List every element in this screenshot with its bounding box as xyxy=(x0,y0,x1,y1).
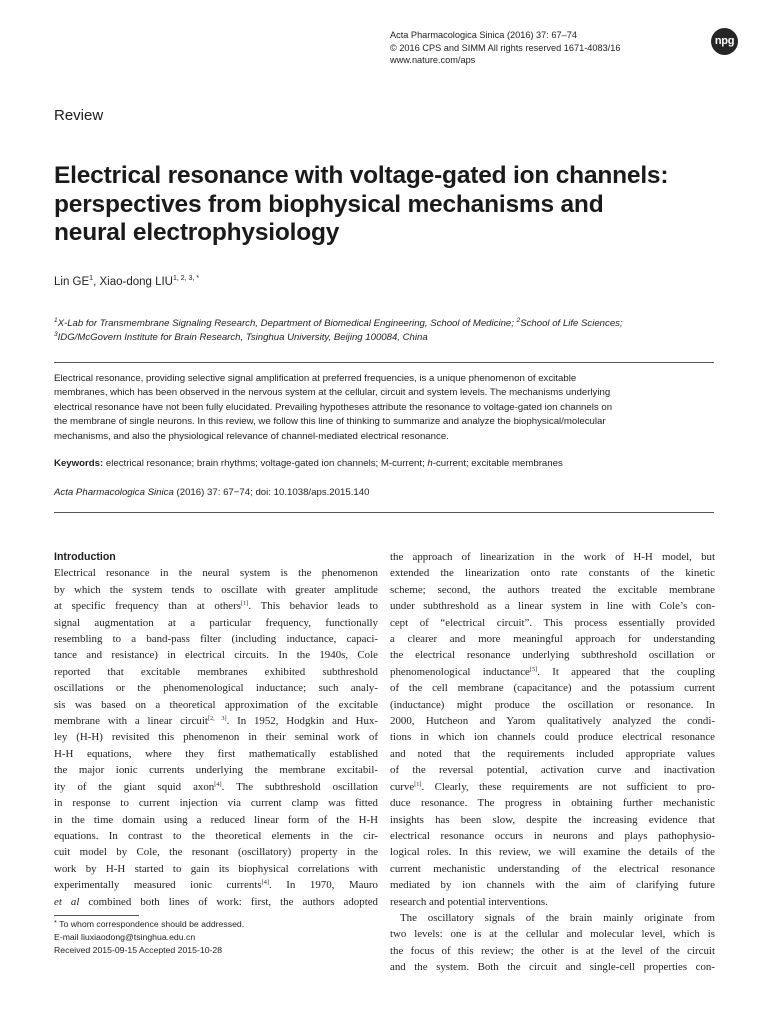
body-text: ity of the giant squid axon xyxy=(54,780,215,793)
body-line xyxy=(54,894,378,910)
body-line: the focus of this review; the other is at the level of the circuit xyxy=(390,944,715,957)
abstract-line: the membrane of single neurons. In this review, we follow this line of thinking to summarize and analyze the biophysical/molecular xyxy=(54,416,606,428)
body-line: equations. In contrast to the theoretical elements in the cir- xyxy=(54,829,378,842)
body-line: insights has been slow, despite the increasing evidence that xyxy=(390,813,715,826)
divider xyxy=(54,512,714,513)
body-line: cuit model by Cole, the resonant (oscillatory) property in the xyxy=(54,846,378,859)
body-line: tions in which ion channels could produce electrical resonance xyxy=(390,731,715,744)
article-citation xyxy=(54,487,369,498)
body-italic-text: et al xyxy=(54,895,80,908)
footnotes xyxy=(54,918,244,958)
body-text: combined both lines of work: first, the authors adopted xyxy=(79,895,378,908)
body-text: . Clearly, these requirements are not sufficient to pro- xyxy=(421,780,715,793)
body-line: ley (H-H) revisited this phenomenon in their seminal work of xyxy=(54,731,378,744)
keywords-label: Keywords: xyxy=(54,458,104,469)
body-line: tance and resistance) in electrical circuits. In the 1940s, Cole xyxy=(54,649,378,662)
body-line: and noted that the requirements included appropriate values xyxy=(390,747,715,760)
body-line xyxy=(54,877,378,893)
body-line: Electrical resonance in the neural system is the phenomenon xyxy=(54,567,378,580)
affiliation-marker: 1 xyxy=(54,317,58,324)
abstract-line: Electrical resonance, providing selective signal amplification at preferred frequencies, is a unique phenomenon of excitable xyxy=(54,373,577,384)
body-text: . In 1970, Mauro xyxy=(268,879,378,892)
author-list xyxy=(54,276,199,288)
affiliations xyxy=(54,317,719,345)
abstract-line: electrical resonance have not been fully elucidated. Prevailing hypotheses attribute the resonance to voltage-gated ion channels on xyxy=(54,401,613,413)
body-line: research and potential interventions. xyxy=(390,895,548,908)
author-affiliation-marker: 1 xyxy=(89,275,94,282)
body-text: membrane with a linear circuit xyxy=(54,715,208,728)
body-line: mediated by ion channels with the aim of clarifying future xyxy=(390,879,715,892)
body-line xyxy=(54,598,378,614)
body-line: signal augmentation at a particular frequency, functionally xyxy=(54,616,378,629)
abstract-line: membranes, which has been observed in the nervous system at the cellular, circuit and system levels. The mechanisms underlying xyxy=(54,387,611,399)
received-accepted-dates: Received 2015-09-15 Accepted 2015-10-28 xyxy=(54,945,223,956)
footnote-divider xyxy=(54,915,139,916)
body-line: 2000, Hutcheon and Yarom qualitatively analyzed the condi- xyxy=(390,715,715,728)
abstract xyxy=(54,372,716,444)
keywords-text: -current; excitable membranes xyxy=(432,458,563,469)
reference-marker[interactable]: [5] xyxy=(529,665,538,673)
body-line: in response to current injection via current clamp was fitted xyxy=(54,797,378,810)
correspondence-text: To whom correspondence should be addressed. xyxy=(56,919,245,929)
title-line: Electrical resonance with voltage-gated ion channels: xyxy=(54,162,669,189)
article-title xyxy=(54,162,734,248)
body-line: cept of “electrical circuit”. This process essentially provided xyxy=(390,616,715,629)
body-line: of the reversal potential, activation curve and inactivation xyxy=(390,764,715,777)
body-line: two levels: one is at the cellular and molecular level, which is xyxy=(390,928,715,941)
affiliation-marker: 3 xyxy=(54,331,58,339)
body-line: duce resonance. The progress in obtaining further mechanistic xyxy=(390,797,715,810)
body-line: The oscillatory signals of the brain mainly originate from xyxy=(400,911,715,924)
author-affiliation-marker: 1, 2, 3, * xyxy=(173,275,200,282)
journal-header xyxy=(390,29,720,67)
body-text: phenomenological inductance xyxy=(390,665,530,678)
corresponding-email[interactable]: E-mail liuxiaodong@tsinghua.edu.cn xyxy=(54,932,196,943)
reference-marker[interactable]: [4] xyxy=(261,879,269,887)
body-line: scheme; second, the authors treated the excitable membrane xyxy=(390,583,715,596)
citation-journal: Acta Pharmacologica Sinica xyxy=(54,487,174,498)
citation-details: (2016) 37: 67−74; doi: 10.1038/aps.2015.140 xyxy=(173,487,370,498)
body-column-right xyxy=(390,549,715,976)
body-line: reported that excitable membranes exhibited subthreshold xyxy=(54,665,378,678)
body-line: oscillations or the phenomenological inductance; such analy- xyxy=(54,682,378,695)
body-text: at specific frequency than at others xyxy=(54,600,241,613)
affiliation-marker: 2 xyxy=(516,317,521,324)
body-line: logical roles. In this review, we will examine the details of the xyxy=(390,846,715,859)
journal-citation-line: Acta Pharmacologica Sinica (2016) 37: 67–74 xyxy=(390,30,577,40)
body-line xyxy=(390,664,715,680)
body-line: resembling to a band-pass filter (including inductance, capaci- xyxy=(54,633,378,646)
body-line xyxy=(390,779,715,795)
reference-marker[interactable]: [1] xyxy=(241,600,249,608)
reference-marker[interactable]: [4] xyxy=(214,780,222,788)
keywords-text: electrical resonance; brain rhythms; voltage-gated ion channels; M-current; xyxy=(103,458,428,469)
body-line: sis was based on a theoretical approximation of the excitable xyxy=(54,698,378,711)
body-line: H-H equations, where they first mathematically established xyxy=(54,747,378,760)
divider xyxy=(54,362,714,363)
section-heading: Introduction xyxy=(54,551,116,563)
body-line: in the time domain using a reduced linear form of the H-H xyxy=(54,813,378,826)
reference-marker[interactable]: [1] xyxy=(414,780,422,788)
title-line: perspectives from biophysical mechanisms and xyxy=(54,190,604,218)
keywords xyxy=(54,458,716,469)
body-line: the electrical resonance underlying subthreshold oscillation or xyxy=(390,649,715,662)
author-name: Lin GE xyxy=(54,276,90,288)
body-line: work by H-H started to gain its biophysical correlations with xyxy=(54,862,378,875)
copyright-line: © 2016 CPS and SIMM All rights reserved 1671-4083/16 xyxy=(390,42,621,53)
title-line: neural electrophysiology xyxy=(54,219,340,246)
body-line xyxy=(54,713,378,729)
abstract-line: mechanisms, and also the physiological relevance of channel-mediated electrical resonance. xyxy=(54,430,449,442)
body-line: under subthreshold as a linear system in line with Cole’s con- xyxy=(390,600,715,613)
body-line: the approach of linearization in the work of H-H model, but xyxy=(390,551,715,563)
body-line xyxy=(54,779,378,795)
body-text: . This behavior leads to xyxy=(248,600,378,613)
body-text: curve xyxy=(390,780,415,793)
body-line: of the cell membrane (capacitance) and the potassium current xyxy=(390,682,715,695)
body-text: . It appeared that the coupling xyxy=(537,665,715,678)
correspondence-marker: * xyxy=(54,918,57,927)
body-text: experimentally measured ionic currents xyxy=(54,879,262,892)
body-column-left xyxy=(54,549,378,910)
affiliation-text: X-Lab for Transmembrane Signaling Research, Department of Biomedical Engineering, School of Medicine; xyxy=(57,318,517,329)
body-line: electrical resonance occurs in neurons and plays pathophysio- xyxy=(390,829,715,842)
affiliation-text: School of Life Sciences; xyxy=(520,318,623,329)
correspondence-note xyxy=(54,918,244,931)
body-line: and the system. Both the circuit and single-cell properties con- xyxy=(390,961,715,974)
body-line: by which the system tends to oscillate with greater amplitude xyxy=(54,583,378,596)
journal-url[interactable]: www.nature.com/aps xyxy=(390,55,476,66)
body-text: . In 1952, Hodgkin and Hux- xyxy=(226,715,379,728)
body-line: extended the linearization onto rate constants of the kinetic xyxy=(390,567,715,580)
body-line: a clearer and more meaningful approach for understanding xyxy=(390,633,715,646)
body-text: . The subthreshold oscillation xyxy=(221,780,378,793)
body-line: (inductance) might produce the oscillation or resonance. In xyxy=(390,698,715,711)
reference-marker[interactable]: [2, 3] xyxy=(207,715,227,723)
keywords-italic: h xyxy=(427,458,433,469)
body-line: the major ionic currents underlying the membrane excitabil- xyxy=(54,764,378,777)
body-line: current mechanistic understanding of the electrical resonance xyxy=(390,862,715,875)
npg-logo: npg xyxy=(711,28,738,55)
affiliation-text: IDG/McGovern Institute for Brain Research, Tsinghua University, Beijing 100084, China xyxy=(57,332,428,344)
author-separator: , xyxy=(93,276,100,288)
article-type-label: Review xyxy=(54,107,104,124)
author-name: Xiao-dong LIU xyxy=(99,276,173,288)
